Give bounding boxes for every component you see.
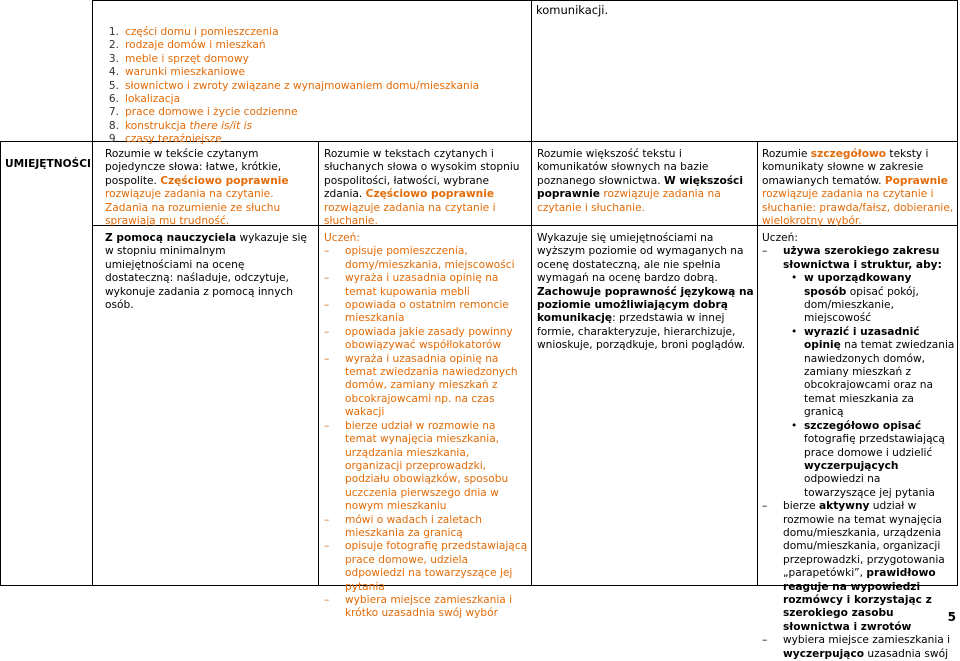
col-divider-3 (757, 141, 758, 586)
list-item: 8. konstrukcja there is/it is (108, 119, 253, 132)
list-item: • wyrazić i uzasadnić opinię na temat zwiedzania nawiedzonych domów, zamiany mieszkań z obcokrajowcami oraz na temat mieszkania za granicą (783, 326, 955, 420)
label-col-border (92, 0, 93, 586)
list-item: 3. meble i sprzęt domowy (108, 52, 249, 65)
list-item: – bierze aktywny udział w rozmowie na temat wynajęcia domu/mieszkania, urządzenia domu/mieszkania, organizacji przeprowadzki, przygotowania „parapetówki”, prawidłowo reaguje na wypowiedzi rozmówcy i korzystając z szerokiego zasobu słownictwa i zwrotów (762, 500, 955, 634)
list-item: • szczegółowo opisać fotografię przedstawiającą prace domowe i udzielić wyczerpujących odpowiedzi na towarzyszące jej pytania (783, 420, 955, 500)
list-item: – opisuje pomieszczenia, domy/mieszkania, miejscowości (324, 245, 528, 272)
list-item: – opowiada jakie zasady powinny obowiązywać współlokatorów (324, 326, 528, 353)
row-label: UMIEJĘTNOŚCI (5, 158, 91, 170)
top-border (92, 0, 958, 1)
list-item: – mówi o wadach i zaletach mieszkania za granicą (324, 514, 528, 541)
list-item: – używa szerokiego zakresu słownictwa i struktur, aby: • w uporządkowany sposób opisać pokój, dom/mieszkanie, miejscowość • wyrazić i uzasadnić opinię na temat zwiedzania nawiedzonych domów, zamiany mieszkań z obcokrajowcami oraz na temat mieszkania za granicą • szczegółowo opisać fotografię przedstawiającą prace domowe i udzielić wyczerpujących odpowiedzi na towarzyszące jej pytania (762, 245, 955, 500)
row1-col3: Rozumie większość tekstu i komunikatów słownych na bazie poznanego słownictwa. W większości poprawnie rozwiązuje zadania na czytanie i słuchanie. (537, 148, 743, 214)
list-item: 9. czasy teraźniejsze (108, 133, 222, 146)
row2-col2: Uczeń: – opisuje pomieszczenia, domy/mieszkania, miejscowości – wyraża i uzasadnia opinię na temat kupowania mebli – opowiada o ostatnim remoncie mieszkania – opowiada jakie zasady powinny obowiązywać współlokatorów – wyraża i uzasadnia opinię na temat zwiedzania nawiedzonych domów, zamiany mieszkań z obcokrajowcami np. na czas wakacji – bierze udział w rozmowie na temat wynajęcia mieszkania, urządzania mieszkania, organizacji przeprowadzki, podziału obowiązków, sposobu uczczenia pierwszego dnia w nowym mieszkaniu – mówi o wadach i zaletach mieszkania za granicą – opisuje fotografię przedstawiającą prace domowe, udziela odpowiedzi na towarzyszące jej pytania – wybiera miejsce zamieszkania i krótko uzasadnia swój wybór (324, 232, 528, 621)
list-item: – wybiera miejsce zamieszkania i krótko uzasadnia swój wybór (324, 594, 528, 621)
row1-col2: Rozumie w tekstach czytanych i słuchanych słowa o wysokim stopniu pospolitości, łatwości, wybrane zdania. Częściowo poprawnie rozwiązuje zadania na czytanie i słuchanie. (324, 148, 520, 228)
list-item: – wybiera miejsce zamieszkania i wyczerpująco uzasadnia swój (762, 634, 955, 661)
list-item: • w uporządkowany sposób opisać pokój, dom/mieszkanie, miejscowość (783, 272, 955, 326)
list-item: – opowiada o ostatnim remoncie mieszkania (324, 299, 528, 326)
row1-col4: Rozumie szczegółowo teksty i komunikaty słowne w zakresie omawianych tematów. Poprawnie rozwiązuje zadania na czytanie i słuchanie: prawda/fałsz, dobieranie, wielokrotny wybór. (762, 148, 954, 228)
list-item: 5. słownictwo i zwroty związane z wynajmowaniem domu/mieszkania (108, 79, 480, 92)
list-item: – wyraża i uzasadnia opinię na temat kupowania mebli (324, 272, 528, 299)
row2-col1: Z pomocą nauczyciela wykazuje się w stopniu minimalnym umiejętnościami na ocenę dostateczną: naśladuje, odczytuje, wykonuje zadania z pomocą innych osób. (105, 232, 307, 312)
list-item: – wyraża i uzasadnia opinię na temat zwiedzania nawiedzonych domów, zamiany mieszkań z obcokrajowcami np. na czas wakacji (324, 353, 528, 420)
col-divider-1 (318, 141, 319, 586)
row2-col4: Uczeń: – używa szerokiego zakresu słownictwa i struktur, aby: • w uporządkowany sposób opisać pokój, dom/mieszkanie, miejscowość • wyrazić i uzasadnić opinię na temat zwiedzania nawiedzonych domów, zamiany mieszkań z obcokrajowcami oraz na temat mieszkania za granicą • szczegółowo opisać fotografię przedstawiającą prace domowe i udzielić wyczerpujących odpowiedzi na towarzyszące jej pytania – bierze aktywny udział w rozmowie na temat wynajęcia domu/mieszkania, urządzenia domu/mieszkania, organizacji przeprowadzki, przygotowania „parapetówki”, prawidłowo reaguje na wypowiedzi rozmówcy i korzystając z szerokiego zasobu słownictwa i zwrotów – wybiera miejsce zamieszkania i wyczerpująco uzasadnia swój (762, 232, 955, 661)
list-item: 4. warunki mieszkaniowe (108, 66, 246, 79)
list-item: – bierze udział w rozmowie na temat wynajęcia mieszkania, urządzania mieszkania, organizacji przeprowadzki, podziału obowiązków, sposobu uczczenia pierwszego dnia w nowym mieszkaniu (324, 420, 528, 514)
row1-col1: Rozumie w tekście czytanym pojedyncze słowa: łatwe, krótkie, pospolite. Częściowo poprawnie rozwiązuje zadania na czytanie. Zadania na rozumienie ze słuchu sprawiają mu trudność. (105, 148, 289, 228)
top-right-text: komunikacji. (536, 3, 609, 17)
row2-col3: Wykazuje się umiejętnościami na wyższym poziomie od wymaganych na ocenę dostateczną, ale nie spełnia wymagań na ocenę bardzo dobrą. Zachowuje poprawność językową na poziomie umożliwiającym dobrą komunikację: przedstawia w innej formie, charakteryzuje, hierarchizuje, wnioskuje, porządkuje, broni poglądów. (537, 232, 754, 352)
list-item: 7. prace domowe i życie codzienne (108, 106, 298, 119)
right-border (957, 0, 958, 586)
list-item: – opisuje fotografię przedstawiającą prace domowe, udziela odpowiedzi na towarzyszące jej pytania (324, 540, 528, 594)
col-divider-2 (531, 0, 532, 586)
list-item: 1. części domu i pomieszczenia (108, 26, 279, 38)
topics-list (97, 26, 527, 147)
list-item: 6. lokalizacja (108, 93, 181, 106)
left-border (0, 141, 1, 586)
page-number: 5 (947, 610, 956, 624)
list-item: 2. rodzaje domów i mieszkań (108, 39, 266, 52)
